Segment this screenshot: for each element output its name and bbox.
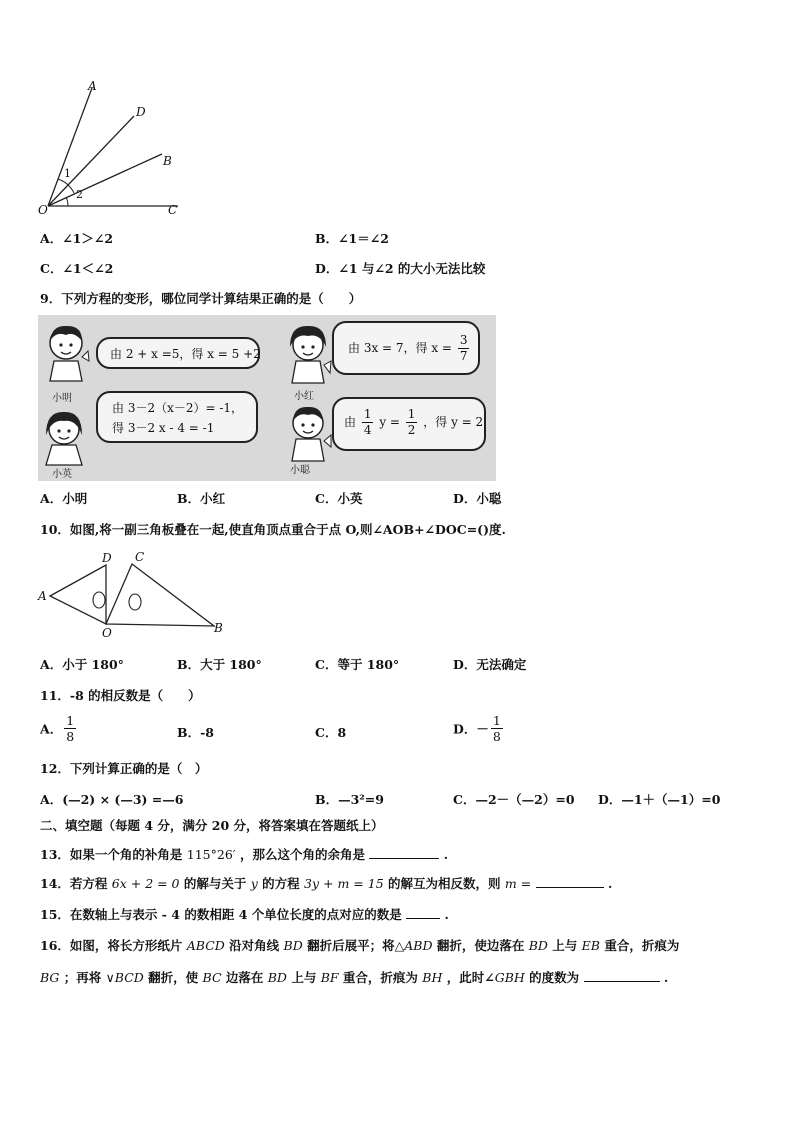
q14-mid3: 的解互为相反数，则 — [388, 876, 501, 891]
xiaohong-name: 小红 — [294, 391, 314, 402]
angle-2-label: 2 — [76, 188, 83, 201]
point-label-b: B — [163, 154, 172, 168]
q10-option-a[interactable]: A．小于 180° — [40, 657, 124, 672]
q12-option-b[interactable]: B．—3²=9 — [315, 792, 384, 807]
q14-mid: 的解与关于 — [183, 876, 247, 891]
q16-end: . — [663, 970, 669, 985]
q16-bg: BG — [40, 970, 60, 985]
q16-abd: ABD — [404, 938, 433, 953]
q16-bcd: ∨BCD — [105, 970, 144, 985]
xiaohong-text — [348, 333, 471, 364]
xiaocong-post: ，得 y = 2 — [423, 415, 484, 429]
q9-option-c[interactable]: C．小英 — [315, 491, 363, 506]
xiaocong-n2: 1 — [407, 407, 416, 421]
xiaocong-bubble — [332, 397, 486, 451]
q16-bd2: BD — [528, 938, 548, 953]
q11-option-d[interactable] — [453, 713, 505, 744]
q10-stem: 10．如图,将一副三角板叠在一起,使直角顶点重合于点 O,则∠AOB+∠DOC=()度. — [40, 522, 506, 537]
q11-a-fraction — [64, 713, 76, 744]
q16-line2 — [40, 968, 668, 986]
xiaocong-frac2 — [406, 407, 418, 438]
xiaoming-bubble — [96, 337, 260, 369]
q16-l1-a: 沿对角线 — [229, 938, 280, 953]
q12-option-d[interactable]: D．—1＋（—1）=0 — [598, 792, 721, 807]
q15-text: 15．在数轴上与表示 - 4 的数相距 4 个单位长度的点对应的数是 — [40, 907, 402, 922]
xiaoying-bubble — [96, 391, 258, 443]
q16-bc: BC — [202, 970, 222, 985]
q16-l1-b: 翻折后展平；将△ — [307, 938, 405, 953]
q16-l2-a: ；再将 — [63, 970, 102, 985]
q11-option-b[interactable]: B．-8 — [177, 725, 214, 740]
q10-option-c[interactable]: C．等于 180° — [315, 657, 400, 672]
q10-label-c: C — [135, 550, 145, 564]
q11-d-pre: D．－ — [453, 721, 489, 737]
xiaoying-line2: 得 3－2 x - 4 = -1 — [112, 421, 215, 435]
q16-l1-c: 翻折，使边落在 — [436, 938, 525, 953]
xiaohong-num: 3 — [459, 333, 468, 347]
q11-option-c[interactable]: C．8 — [315, 725, 347, 740]
q14-mid2: 的方程 — [262, 876, 300, 891]
q16-l2-f: ，此时∠ — [446, 970, 495, 985]
xiaohong-pre: 由 3x = 7，得 x = — [348, 341, 452, 355]
q10-label-d: D — [102, 551, 112, 565]
q16-l2-d: 上与 — [291, 970, 317, 985]
q11-d-fraction — [491, 713, 503, 744]
q11-d-num: 1 — [492, 713, 501, 728]
xiaocong-cartoon — [284, 401, 334, 463]
q16-bf: BF — [320, 970, 339, 985]
q12-option-c[interactable]: C．—2－（—2）=0 — [453, 792, 575, 807]
q16-l1-e: 重合，折痕为 — [604, 938, 680, 953]
q14-end: . — [607, 876, 613, 891]
q9-option-a[interactable]: A．小明 — [40, 491, 88, 506]
q15 — [40, 905, 449, 923]
angle-1-label: 1 — [64, 167, 71, 180]
q14-m: m = — [504, 876, 532, 891]
q9-picture — [38, 315, 496, 481]
q10-option-d[interactable]: D．无法确定 — [453, 657, 527, 672]
q14 — [40, 874, 612, 892]
q8-option-b[interactable]: B．∠1＝∠2 — [315, 231, 389, 246]
point-label-o: O — [38, 203, 48, 217]
q16-bd3: BD — [267, 970, 287, 985]
q8-option-d[interactable]: D．∠1 与∠2 的大小无法比较 — [315, 261, 486, 276]
q14-eq1: 6x + 2 = 0 — [111, 876, 180, 891]
point-label-d: D — [136, 105, 146, 119]
section-2-heading: 二、填空题（每题 4 分，满分 20 分，将答案填在答题纸上） — [40, 818, 384, 833]
q16-l2-c: 边落在 — [225, 970, 264, 985]
xiaoying-name: 小英 — [52, 469, 72, 480]
q16-l2-e: 重合，折痕为 — [342, 970, 418, 985]
point-label-a: A — [88, 79, 97, 93]
q16-line1 — [40, 936, 679, 954]
xiaocong-d1: 4 — [363, 423, 372, 437]
xiaohong-cartoon — [284, 321, 334, 385]
angle-figure — [30, 76, 190, 221]
xiaocong-n1: 1 — [363, 407, 372, 421]
xiaoying-cartoon — [40, 407, 90, 467]
q13-answer-blank[interactable] — [369, 858, 439, 859]
q11-a-pre: A． — [40, 721, 63, 737]
q16-abcd: ABCD — [186, 938, 225, 953]
q9-option-b[interactable]: B．小红 — [177, 491, 226, 506]
q11-a-den: 8 — [66, 729, 75, 744]
q11-stem: 11．-8 的相反数是（ ） — [40, 688, 201, 703]
point-label-c: C — [168, 203, 178, 217]
xiaocong-pre: 由 — [344, 415, 357, 429]
q16-l2-b: 翻折，使 — [148, 970, 199, 985]
q13-pre: 13．如果一个角的补角是 — [40, 847, 183, 862]
q16-bd: BD — [283, 938, 303, 953]
xiaocong-name: 小聪 — [290, 465, 310, 476]
q16-l1-pre: 16．如图，将长方形纸片 — [40, 938, 183, 953]
q12-stem: 12．下列计算正确的是（ ） — [40, 761, 208, 776]
q10-option-b[interactable]: B．大于 180° — [177, 657, 262, 672]
xiaohong-bubble — [332, 321, 480, 375]
q15-answer-blank[interactable] — [406, 918, 440, 919]
q10-label-b: B — [214, 621, 223, 635]
xiaohong-den: 7 — [459, 349, 468, 363]
q8-option-c[interactable]: C．∠1＜∠2 — [40, 261, 114, 276]
xiaocong-frac1 — [362, 407, 374, 438]
q13-end: . — [443, 847, 449, 862]
q11-d-den: 8 — [492, 729, 501, 744]
q10-label-o: O — [102, 626, 112, 640]
q13 — [40, 845, 448, 863]
q11-a-num: 1 — [66, 713, 75, 728]
q10-label-a: A — [38, 589, 47, 603]
xiaocong-d2: 2 — [407, 423, 416, 437]
xiaoming-text: 由 2 + x =5，得 x = 5 +2 — [110, 347, 261, 361]
q14-pre: 14．若方程 — [40, 876, 108, 891]
q14-answer-blank[interactable] — [536, 887, 604, 888]
q16-eb: EB — [581, 938, 600, 953]
q13-value: 115°26′ — [186, 847, 236, 862]
xiaoying-line1: 由 3－2（x－2）= -1， — [112, 401, 244, 415]
xiaocong-text — [344, 407, 483, 438]
q16-l2-g: 的度数为 — [529, 970, 580, 985]
q14-y: y — [250, 876, 258, 891]
q14-eq2: 3y + m = 15 — [304, 876, 384, 891]
q11-option-a[interactable] — [40, 713, 78, 744]
xiaocong-mid: y = — [379, 415, 400, 429]
xiaohong-fraction — [458, 333, 470, 364]
q16-l1-d: 上与 — [552, 938, 578, 953]
xiaoming-name: 小明 — [52, 393, 72, 404]
q15-end: . — [444, 907, 449, 922]
q16-answer-blank[interactable] — [584, 981, 660, 982]
q12-option-a[interactable]: A．(—2) × (—3) =—6 — [40, 792, 184, 807]
q9-stem: 9．下列方程的变形，哪位同学计算结果正确的是（ ） — [40, 291, 362, 306]
q8-option-a[interactable]: A．∠1＞∠2 — [40, 231, 114, 246]
q16-bh: BH — [422, 970, 443, 985]
q9-option-d[interactable]: D．小聪 — [453, 491, 502, 506]
q13-post: ，那么这个角的余角是 — [239, 847, 365, 862]
xiaoming-cartoon — [42, 321, 92, 383]
q16-gbh: GBH — [494, 970, 525, 985]
